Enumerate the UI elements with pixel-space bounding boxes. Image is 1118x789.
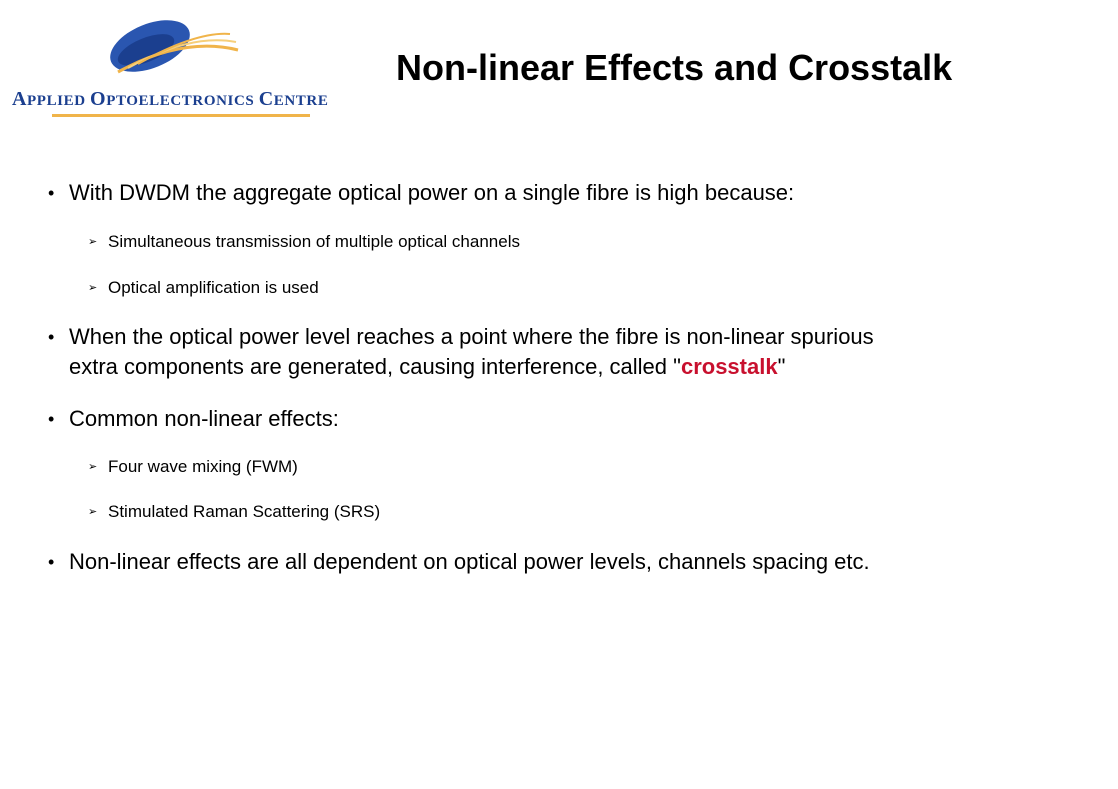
bullet-icon: • bbox=[48, 183, 55, 203]
sub-bullet-text: Stimulated Raman Scattering (SRS) bbox=[108, 502, 381, 521]
slide-title: Non-linear Effects and Crosstalk bbox=[396, 47, 953, 88]
sub-bullet-text: Four wave mixing (FWM) bbox=[108, 457, 298, 476]
arrow-bullet-icon: ➢ bbox=[88, 461, 98, 473]
sub-bullet-text: Optical amplification is used bbox=[108, 278, 319, 297]
logo-wordmark: APPLIED OPTOELECTRONICS CENTRE bbox=[12, 88, 329, 110]
sub-bullet-text: Simultaneous transmission of multiple optical channels bbox=[108, 232, 520, 251]
bullet-icon: • bbox=[48, 552, 55, 572]
crosstalk-highlight: crosstalk bbox=[680, 354, 778, 379]
bullet-text: When the optical power level reaches a point where the fibre is non-linear spurious bbox=[69, 324, 874, 349]
bullet-text: Non-linear effects are all dependent on optical power levels, channels spacing etc. bbox=[69, 549, 870, 574]
logo-swoosh-icon bbox=[98, 10, 248, 90]
arrow-bullet-icon: ➢ bbox=[88, 236, 98, 248]
arrow-bullet-icon: ➢ bbox=[88, 506, 98, 518]
bullet-text-line2: extra components are generated, causing interference, called "crosstalk" bbox=[69, 354, 786, 379]
bullet-text: Common non-linear effects: bbox=[69, 406, 339, 431]
applied-optoelectronics-centre-logo bbox=[8, 10, 329, 118]
bullet-text: With DWDM the aggregate optical power on a single fibre is high because: bbox=[69, 180, 795, 205]
bullet-icon: • bbox=[48, 409, 55, 429]
bullet-icon: • bbox=[48, 327, 55, 347]
arrow-bullet-icon: ➢ bbox=[88, 282, 98, 294]
logo-underline bbox=[52, 114, 310, 117]
